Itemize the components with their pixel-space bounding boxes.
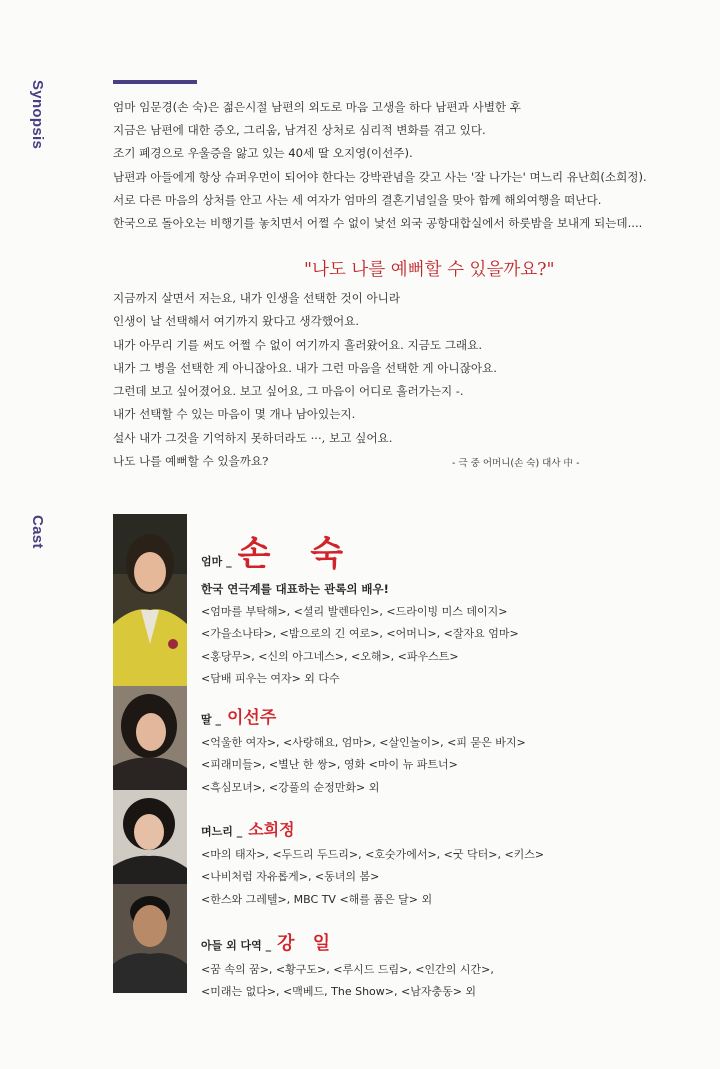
daughter-portrait	[113, 686, 187, 790]
cast-entry-son	[201, 929, 494, 1004]
daughter-in-law-portrait	[113, 790, 187, 884]
cast-works-line: <피래미들>, <별난 한 쌍>, 영화 <마이 뉴 파트너>	[201, 758, 458, 772]
cast-entry-daughter	[201, 703, 526, 799]
cast-works-line: <나비처럼 자유롭게>, <동녀의 봄>	[201, 870, 380, 884]
cast-entry-daughter-in-law	[201, 817, 544, 911]
cast-works-line: <꿈 속의 꿈>, <황구도>, <루시드 드림>, <인간의 시간>,	[201, 963, 494, 976]
cast-role: 엄마 _	[201, 555, 232, 568]
cast-entry-mother	[201, 526, 519, 691]
synopsis-line: 한국으로 돌아오는 비행기를 놓치면서 어쩔 수 없이 낯선 외국 공항대합실에서 하룻밤을 보내게 되는데....	[113, 216, 643, 231]
cast-actor-name: 강 일	[277, 933, 337, 954]
cast-header	[201, 817, 544, 840]
cast-actor-name: 이선주	[226, 708, 277, 728]
cast-works-line: <흑심모녀>, <강풀의 순정만화> 외	[201, 780, 380, 794]
quote-title: "나도 나를 예뻐할 수 있을까요?"	[304, 260, 555, 280]
cast-actor-name: 손 숙	[237, 534, 358, 574]
synopsis-divider	[113, 80, 197, 84]
cast-works-line: <엄마를 부탁해>, <셜리 발렌타인>, <드라이빙 미스 데이지>	[201, 605, 508, 618]
cast-header	[201, 526, 519, 575]
cast-header	[201, 929, 494, 955]
cast-works	[201, 959, 494, 1004]
synopsis-line: 엄마 임문경(손 숙)은 젊은시절 남편의 외도로 마음 고생을 하다 남편과 사별한 후	[113, 100, 521, 114]
cast-works	[201, 844, 544, 911]
monologue-line: 인생이 날 선택해서 여기까지 왔다고 생각했어요.	[113, 314, 360, 329]
cast-works-line: <억울한 여자>, <사랑해요, 엄마>, <살인놀이>, <피 묻은 바지>	[201, 736, 526, 749]
monologue-text	[113, 287, 613, 473]
cast-works	[201, 601, 519, 691]
synopsis-line: 남편과 아들에게 항상 슈퍼우먼이 되어야 한다는 강박관념을 갖고 사는 '잘 나가는' 며느리 유난희(소희정).	[113, 169, 647, 184]
cast-role: 아들 외 다역 _	[201, 939, 272, 952]
cast-tagline: 한국 연극계를 대표하는 관록의 배우!	[201, 582, 389, 596]
monologue-line: 그런데 보고 싶어졌어요. 보고 싶어요, 그 마음이 어디로 흘러가는지 -.	[113, 384, 464, 399]
monologue-line: 내가 선택할 수 있는 마음이 몇 개나 남아있는지.	[113, 407, 356, 422]
monologue-line: 내가 그 병을 선택한 게 아니잖아요. 내가 그런 마음을 선택한 게 아니잖아요.	[113, 360, 497, 375]
mother-portrait	[113, 514, 187, 686]
monologue-line: 지금까지 살면서 저는요, 내가 인생을 선택한 것이 아니라	[113, 291, 401, 305]
monologue-line: 내가 아무리 기를 써도 어쩔 수 없이 여기까지 흘러왔어요. 지금도 그래요.	[113, 337, 483, 352]
synopsis-text	[113, 96, 673, 235]
cast-works-line: <한스와 그레텔>, MBC TV <해를 품은 달> 외	[201, 892, 433, 906]
cast-section-label: Cast	[29, 515, 46, 549]
cast-works-line: <마의 태자>, <두드리 두드리>, <호숫가에서>, <굿 닥터>, <키스>	[201, 848, 545, 861]
cast-works-line: <미래는 없다>, <맥베드, The Show>, <남자충동> 외	[201, 985, 477, 999]
cast-works	[201, 732, 526, 799]
cast-works-line: <홍당무>, <신의 아그네스>, <오해>, <파우스트>	[201, 649, 459, 663]
synopsis-section-label: Synopsis	[29, 80, 46, 150]
quote-source: - 극 중 어머니(손 숙) 대사 中 -	[452, 458, 580, 469]
synopsis-line: 조기 폐경으로 우울증을 앓고 있는 40세 딸 오지영(이선주).	[113, 146, 413, 161]
synopsis-line: 지금은 남편에 대한 증오, 그리움, 남겨진 상처로 심리적 변화를 겪고 있다.	[113, 123, 486, 138]
cast-role: 딸 _	[201, 713, 221, 726]
cast-header	[201, 703, 526, 728]
cast-works-line: <담배 피우는 여자> 외 다수	[201, 672, 340, 686]
monologue-line: 설사 내가 그것을 기억하지 못하더라도 ···, 보고 싶어요.	[113, 430, 393, 445]
cast-works-line: <가을소나타>, <밤으로의 긴 여로>, <어머니>, <잘자요 엄마>	[201, 627, 519, 641]
cast-actor-name: 소희정	[248, 820, 295, 839]
synopsis-line: 서로 다른 마음의 상처를 안고 사는 세 여자가 엄마의 결혼기념일을 맞아 함께 해외여행을 떠난다.	[113, 192, 602, 207]
cast-photo-strip	[113, 514, 187, 993]
monologue-line: 나도 나를 예뻐할 수 있을까요?	[113, 454, 269, 469]
cast-role: 며느리 _	[201, 825, 243, 838]
son-portrait	[113, 884, 187, 993]
